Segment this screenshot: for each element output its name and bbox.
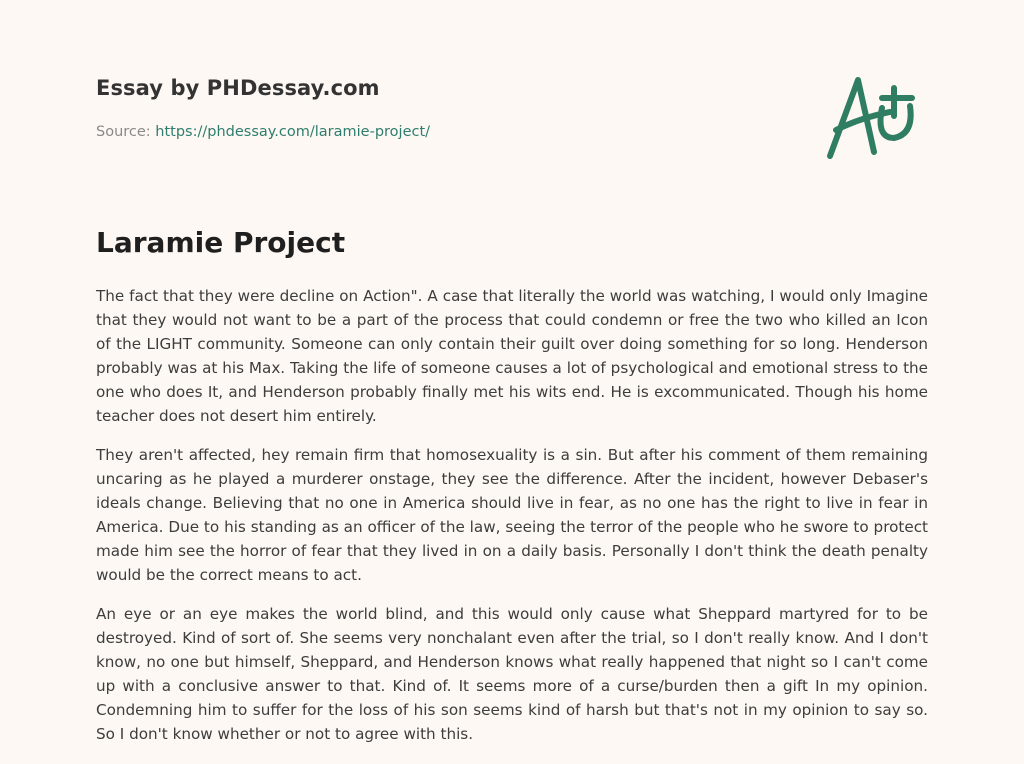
a-plus-logo-icon xyxy=(824,68,926,164)
essay-paragraph: An eye or an eye makes the world blind, and this would only cause what Sheppard martyred for to be destroyed. Kind of sort of. She seems very nonchalant even after the trial, so I don't really know. And I don't know, no one but himself, Sheppard, and Henderson knows what really happened that night so I can't come up with a conclusive answer to that. Kind of. It seems more of a curse/burden then a gift In my opinion. Condemning him to suffer for the loss of his son seems kind of harsh but that's not in my opinion to say so. So I don't know whether or not to agree with this. xyxy=(96,605,928,743)
site-title: Essay by PHDessay.com xyxy=(96,76,380,100)
source-link[interactable]: https://phdessay.com/laramie-project/ xyxy=(155,124,431,140)
essay-title: Laramie Project xyxy=(96,226,346,259)
essay-paragraph: They aren't affected, hey remain firm that homosexuality is a sin. But after his comment of them remaining uncaring as he played a murderer onstage, they see the difference. After the incident, however Debaser's ideals change. Believing that no one in America should live in fear, as no one has the right to live in fear in America. Due to his standing as an officer of the law, seeing the terror of the people who he swore to protect made him see the horror of fear that they lived in on a daily basis. Personally I don't think the death penalty would be the correct means to act. xyxy=(96,446,928,584)
essay-body xyxy=(96,284,928,761)
essay-paragraph: The fact that they were decline on Action". A case that literally the world was watching, I would only Imagine that they would not want to be a part of the process that could condemn or free the two who killed an Icon of the LIGHT community. Someone can only contain their guilt over doing something for so long. Henderson probably was at his Max. Taking the life of someone causes a lot of psychological and emotional stress to the one who does It, and Henderson probably finally met his wits end. He is excommunicated. Though his home teacher does not desert him entirely. xyxy=(96,287,928,425)
source-label: Source: xyxy=(96,124,151,140)
source-line xyxy=(96,124,430,140)
